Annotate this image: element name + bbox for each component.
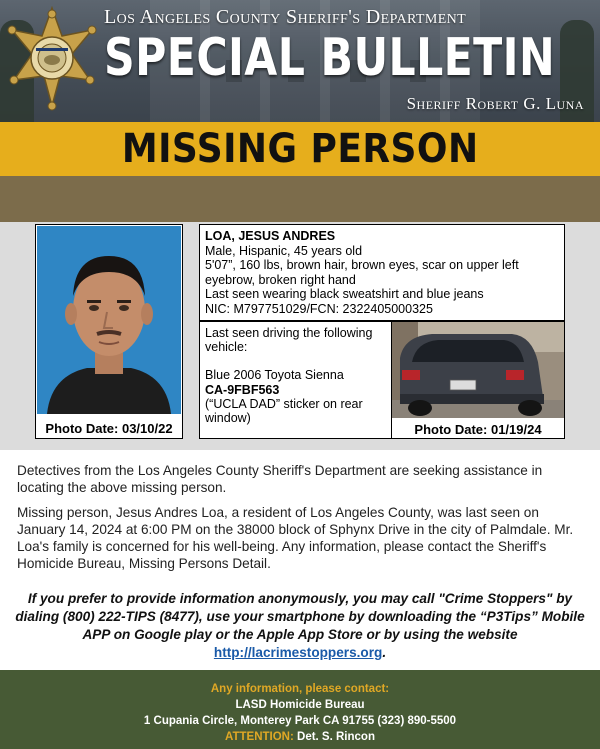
contact-label: Any information, please contact: xyxy=(210,683,390,695)
attention-line xyxy=(0,729,600,745)
anonymous-tip-end: . xyxy=(382,645,387,660)
vehicle-photo xyxy=(392,322,564,418)
attention-name: Det. S. Rincon xyxy=(297,731,375,743)
vehicle-description xyxy=(199,321,392,439)
anonymous-tip-text: If you prefer to provide information anonymously, you may call "Crime Stoppers" by dialing (800) 222-TIPS (8477), use your smartphone by downloading the “P3Tips” Mobile APP on Google play or the Apple App Store or by using the website xyxy=(15,591,585,642)
bureau-name: LASD Homicide Bureau xyxy=(235,699,365,711)
bulletin-title: SPECIAL BULLETIN xyxy=(104,28,556,88)
crime-stoppers-link[interactable]: http://lacrimestoppers.org xyxy=(213,645,383,660)
info-section xyxy=(0,222,600,450)
vehicle-photo-card xyxy=(391,321,565,439)
department-name: Los Angeles County Sheriff's Department xyxy=(104,6,467,28)
vehicle-photo-date: Photo Date: 01/19/24 xyxy=(414,422,542,437)
contact-footer xyxy=(0,670,600,749)
description-line: NIC: M797751029/FCN: 2322405000325 xyxy=(205,301,433,316)
description-line: Male, Hispanic, 45 years old xyxy=(205,243,363,258)
description-line: Last seen wearing black sweatshirt and blue jeans xyxy=(205,287,484,302)
divider-bar xyxy=(0,176,600,222)
details-paragraph: Missing person, Jesus Andres Loa, a resident of Los Angeles County, was last seen on January 14, 2024 at 6:00 PM on the 38000 block of Sphynx Drive in the city of Palmdale. Mr. Loa's family is concerned for his well-being. Any information, please contact the Sheriff's Homicide Bureau, Missing Persons Detail. xyxy=(17,505,574,571)
vehicle-note: (“UCLA DAD” sticker on rear window) xyxy=(205,396,363,426)
description-line: 5'07”, 160 lbs, brown hair, brown eyes, scar on upper left eyebrow, broken right hand xyxy=(205,258,519,287)
vehicle-intro: Last seen driving the following vehicle: xyxy=(205,326,373,355)
subject-description xyxy=(199,224,565,321)
bulletin-header xyxy=(0,0,600,122)
anonymous-tip-notice xyxy=(14,590,586,662)
bureau-address: 1 Cupania Circle, Monterey Park CA 91755 (323) 890-5500 xyxy=(143,715,457,727)
subject-photo-card xyxy=(35,224,183,439)
subject-name: LOA, JESUS ANDRES xyxy=(205,229,336,243)
vehicle-plate: CA-9FBF563 xyxy=(205,382,280,397)
subject-portrait xyxy=(37,226,181,414)
intro-paragraph: Detectives from the Los Angeles County Sheriff's Department are seeking assistance in locating the above missing person. xyxy=(17,463,543,495)
sheriff-name: Sheriff Robert G. Luna xyxy=(406,94,584,113)
attention-label: ATTENTION: xyxy=(225,731,294,743)
banner-title: MISSING PERSON xyxy=(121,126,479,172)
sheriff-star-badge-icon xyxy=(6,6,98,114)
missing-person-banner xyxy=(0,122,600,176)
subject-photo-date: Photo Date: 03/10/22 xyxy=(45,421,173,436)
vehicle-model: Blue 2006 Toyota Sienna xyxy=(205,368,344,383)
